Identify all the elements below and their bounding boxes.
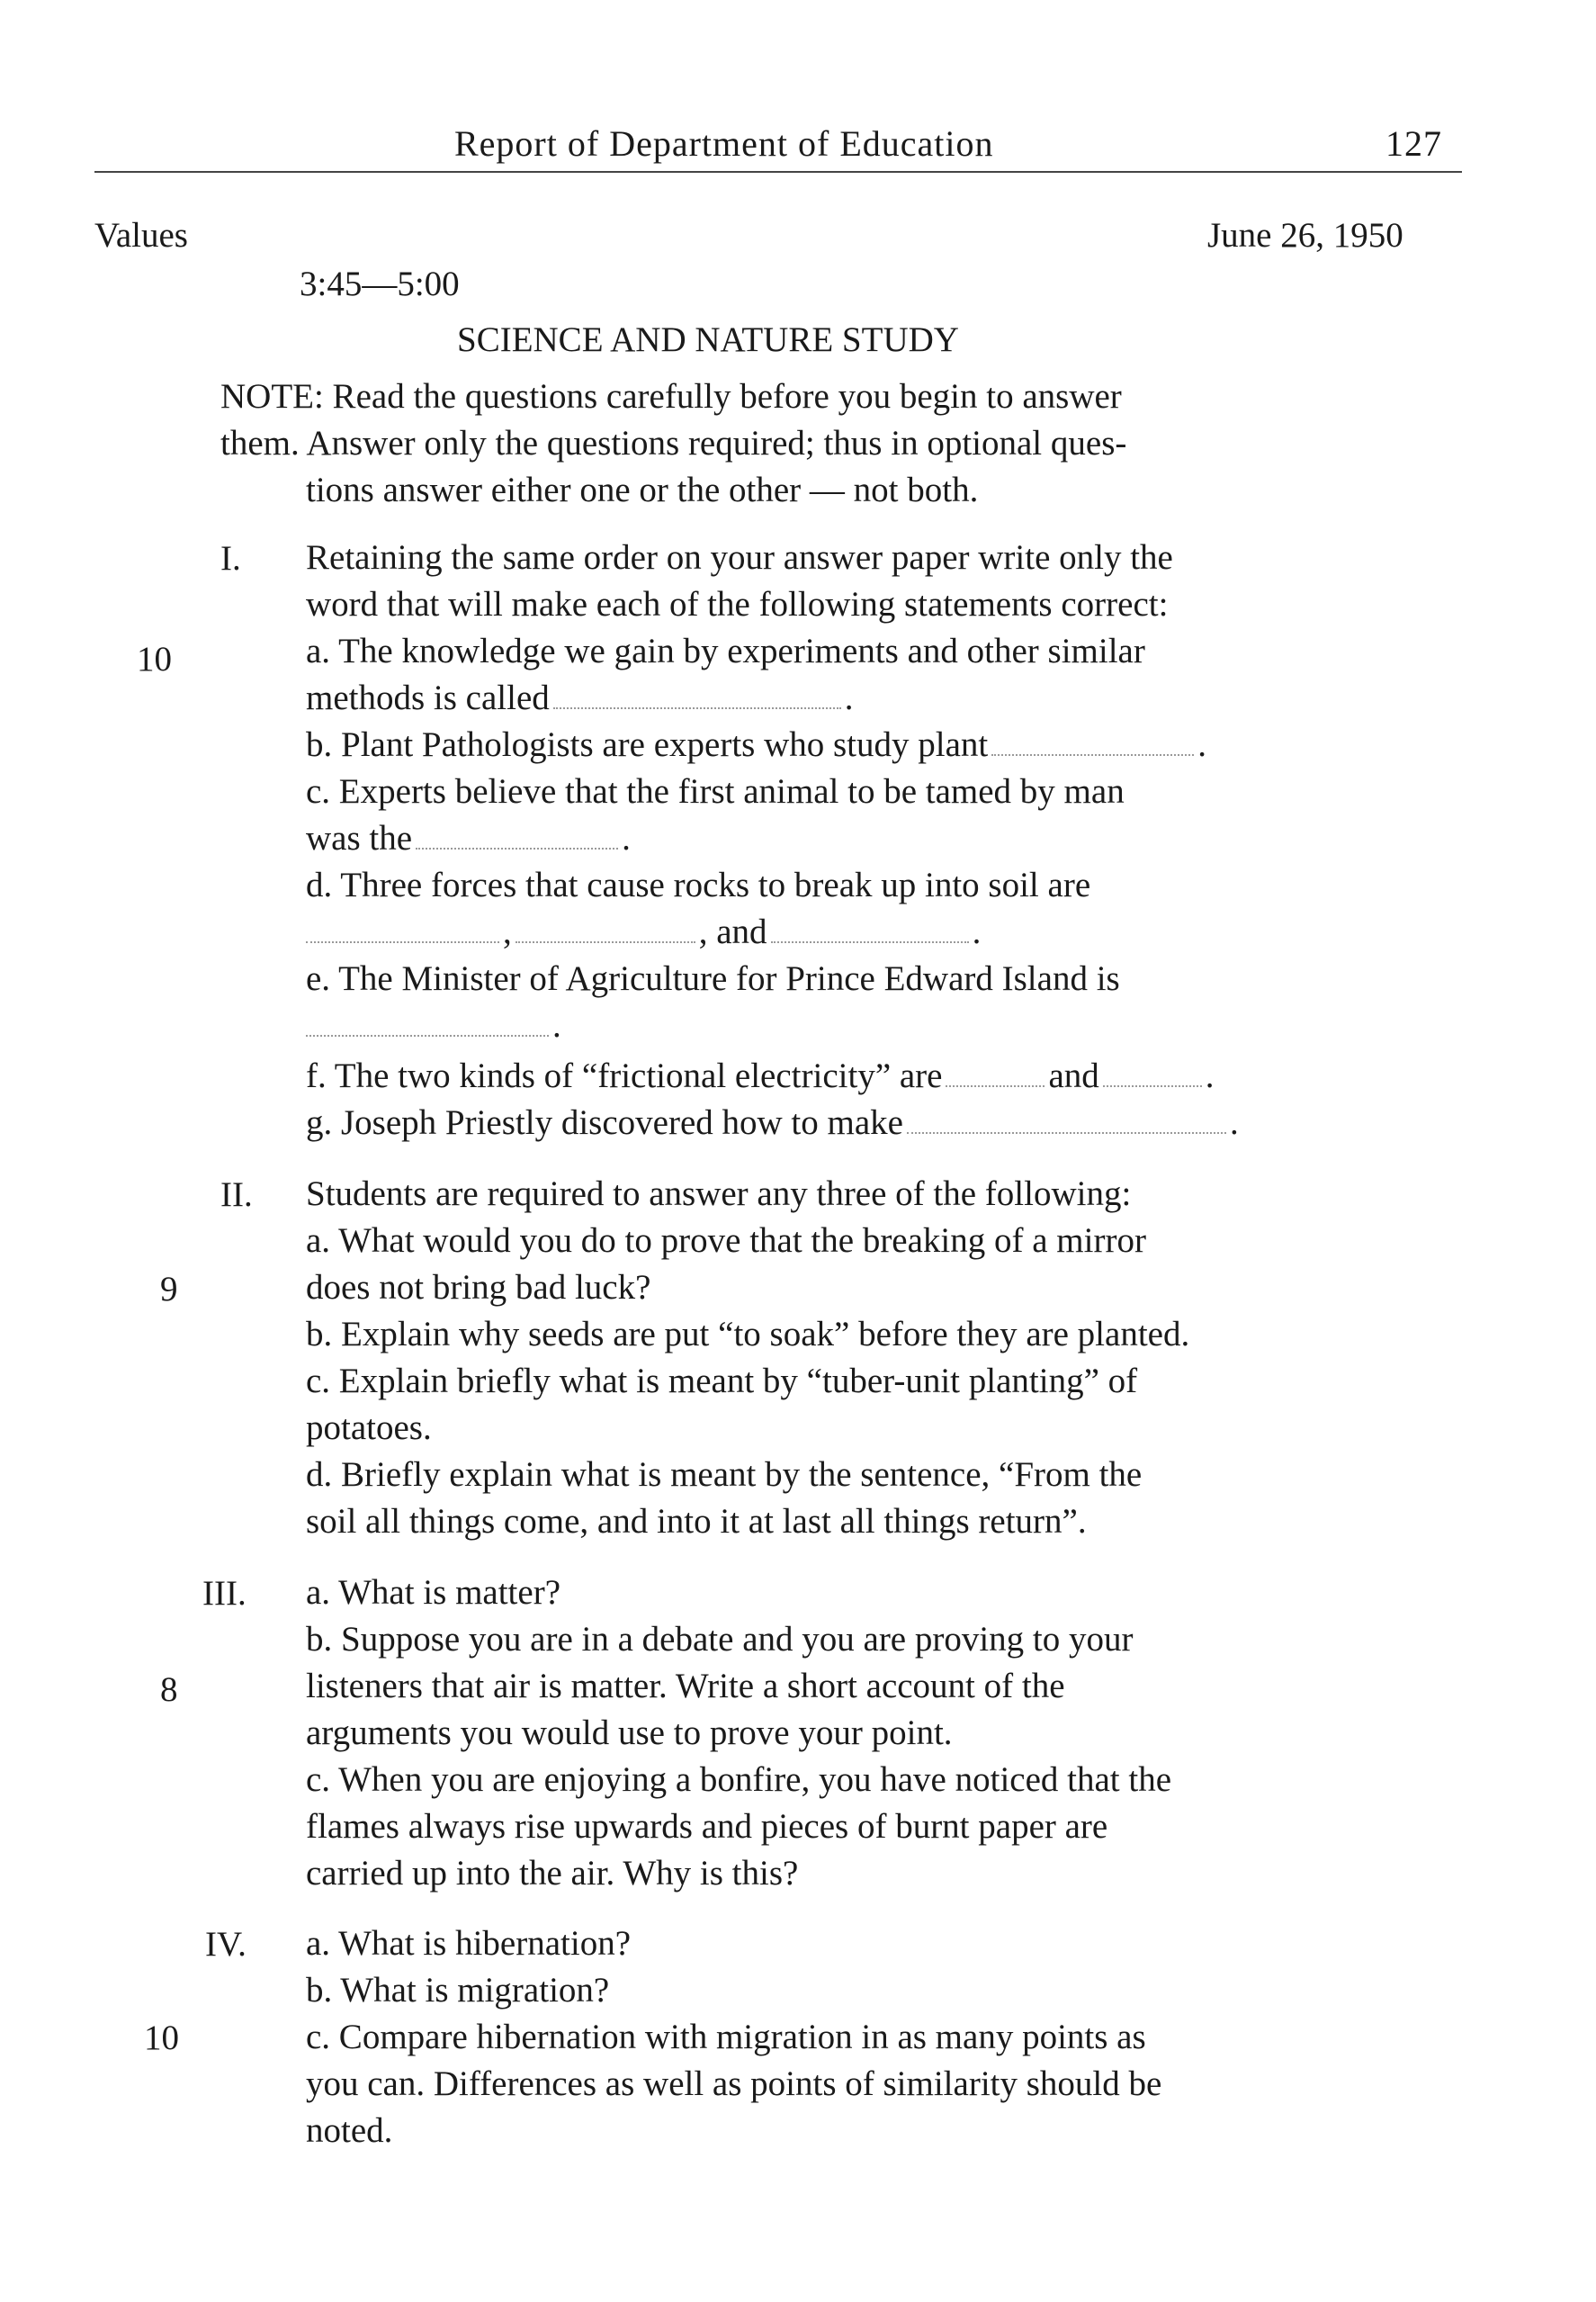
note-line-3: tions answer either one or the other — not both. bbox=[306, 471, 979, 509]
answer-blank bbox=[553, 680, 841, 709]
q1-item-e-2: . bbox=[306, 1003, 561, 1049]
q1-item-g-text: g. Joseph Priestly discovered how to make bbox=[306, 1103, 903, 1142]
page-number: 127 bbox=[1385, 123, 1442, 164]
question-2-number: II. bbox=[220, 1175, 253, 1214]
q1-item-c-text: was the bbox=[306, 819, 413, 858]
q1-item-b-text: b. Plant Pathologists are experts who study plant bbox=[306, 725, 989, 764]
q1-item-d-2: , , and . bbox=[306, 909, 981, 956]
q2-item-d-1: d. Briefly explain what is meant by the sentence, “From the bbox=[306, 1455, 1143, 1494]
q3-item-c-3: carried up into the air. Why is this? bbox=[306, 1854, 799, 1893]
answer-blank bbox=[1103, 1058, 1202, 1087]
q4-item-c-3: noted. bbox=[306, 2111, 393, 2150]
q4-item-c-1: c. Compare hibernation with migration in as many points as bbox=[306, 2018, 1146, 2056]
note-line-2: them. Answer only the questions required; thus in optional ques- bbox=[220, 424, 1127, 463]
question-3-value: 8 bbox=[160, 1670, 178, 1709]
q3-item-c-1: c. When you are enjoying a bonfire, you have noticed that the bbox=[306, 1760, 1172, 1799]
q3-item-c-2: flames always rise upwards and pieces of burnt paper are bbox=[306, 1807, 1108, 1846]
q1-item-e-1: e. The Minister of Agriculture for Prince Edward Island is bbox=[306, 959, 1120, 998]
exam-time: 3:45—5:00 bbox=[300, 265, 460, 303]
note-line-1: NOTE: Read the questions carefully before you begin to answer bbox=[220, 377, 1122, 416]
subject-title: SCIENCE AND NATURE STUDY bbox=[457, 320, 959, 359]
q3-item-a: a. What is matter? bbox=[306, 1573, 560, 1612]
answer-blank bbox=[771, 914, 969, 943]
q1-item-c-1: c. Experts believe that the first animal to be tamed by man bbox=[306, 772, 1125, 811]
answer-blank bbox=[907, 1105, 1226, 1134]
q2-item-b: b. Explain why seeds are put “to soak” before they are planted. bbox=[306, 1315, 1190, 1353]
q1-line-1: Retaining the same order on your answer paper write only the bbox=[306, 538, 1173, 577]
q1-item-a-2: methods is called . bbox=[306, 679, 854, 717]
answer-blank bbox=[306, 914, 499, 943]
q1-item-g: g. Joseph Priestly discovered how to make . bbox=[306, 1103, 1239, 1142]
q3-item-b-1: b. Suppose you are in a debate and you are proving to your bbox=[306, 1620, 1134, 1659]
q3-item-b-3: arguments you would use to prove your point. bbox=[306, 1713, 953, 1752]
header-rule bbox=[94, 171, 1462, 173]
q2-item-d-2: soil all things come, and into it at last all things return”. bbox=[306, 1502, 1087, 1541]
question-2-value: 9 bbox=[160, 1270, 178, 1308]
q1-line-2: word that will make each of the following statements correct: bbox=[306, 585, 1169, 624]
answer-blank bbox=[946, 1058, 1045, 1087]
answer-blank bbox=[306, 1008, 549, 1037]
q4-item-b: b. What is migration? bbox=[306, 1971, 610, 2010]
q4-item-c-2: you can. Differences as well as points of similarity should be bbox=[306, 2064, 1162, 2103]
question-1-value: 10 bbox=[137, 640, 172, 679]
question-3-number: III. bbox=[202, 1574, 247, 1613]
answer-blank bbox=[416, 821, 618, 850]
q1-item-f: f. The two kinds of “frictional electricity” are and . bbox=[306, 1057, 1215, 1095]
q1-item-d-1: d. Three forces that cause rocks to break up into soil are bbox=[306, 866, 1091, 904]
values-label: Values bbox=[94, 216, 188, 255]
answer-blank bbox=[991, 727, 1194, 756]
q1-item-b: b. Plant Pathologists are experts who study plant . bbox=[306, 725, 1207, 764]
question-4-number: IV. bbox=[205, 1925, 247, 1964]
exam-date: June 26, 1950 bbox=[1207, 216, 1403, 255]
q1-item-a-text: methods is called bbox=[306, 679, 550, 717]
answer-blank bbox=[516, 914, 695, 943]
q2-item-a-1: a. What would you do to prove that the breaking of a mirror bbox=[306, 1221, 1146, 1260]
question-4-value: 10 bbox=[144, 2019, 179, 2057]
running-header-title: Report of Department of Education bbox=[454, 123, 994, 164]
q1-item-a-1: a. The knowledge we gain by experiments and other similar bbox=[306, 632, 1145, 670]
q1-item-f-text: f. The two kinds of “frictional electricity” are bbox=[306, 1057, 943, 1095]
q1-item-c-2: was the . bbox=[306, 819, 631, 858]
q2-line-1: Students are required to answer any three of the following: bbox=[306, 1174, 1132, 1213]
q4-item-a: a. What is hibernation? bbox=[306, 1924, 631, 1963]
q2-item-c-1: c. Explain briefly what is meant by “tuber-unit planting” of bbox=[306, 1362, 1138, 1400]
q3-item-b-2: listeners that air is matter. Write a short account of the bbox=[306, 1667, 1065, 1705]
q2-item-a-2: does not bring bad luck? bbox=[306, 1268, 651, 1307]
q2-item-c-2: potatoes. bbox=[306, 1408, 432, 1447]
question-1-number: I. bbox=[220, 539, 241, 578]
